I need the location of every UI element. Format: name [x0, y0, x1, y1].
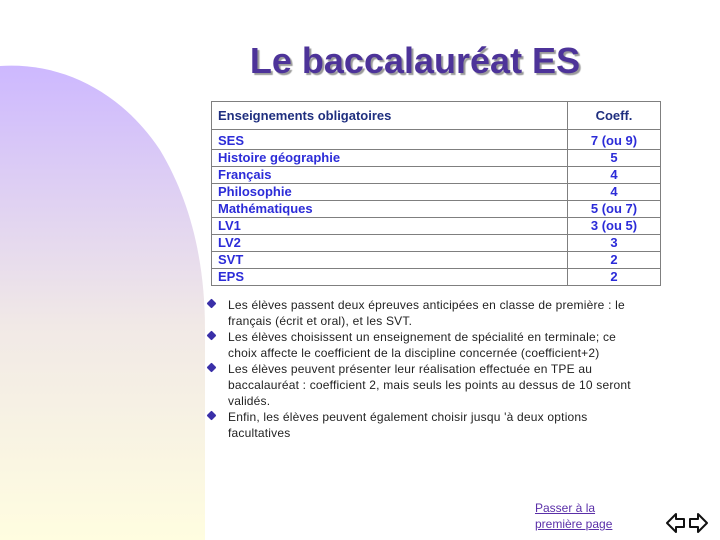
- coeff-cell: 5: [568, 150, 661, 167]
- diamond-bullet-icon: [207, 299, 217, 309]
- first-page-link[interactable]: Passer à la première page: [535, 501, 613, 531]
- diamond-bullet-icon: [207, 331, 217, 341]
- bullet-list: [208, 297, 638, 441]
- table-row: [212, 269, 661, 286]
- table-row: [212, 130, 661, 150]
- subject-cell: Philosophie: [212, 184, 568, 201]
- subjects-table: [211, 101, 661, 286]
- double-arrow-icon[interactable]: [665, 512, 709, 534]
- subject-cell: EPS: [212, 269, 568, 286]
- subject-cell: SVT: [212, 252, 568, 269]
- coeff-cell: 5 (ou 7): [568, 201, 661, 218]
- bullet-text: Les élèves peuvent présenter leur réalisation effectuée en TPE au baccalauréat : coefficient 2, mais seuls les points au dessus de 10 seront validés.: [228, 362, 631, 408]
- diamond-bullet-icon: [207, 363, 217, 373]
- bullet-text: Les élèves choisissent un enseignement de spécialité en terminale; ce choix affecte le coefficient de la discipline concernée (coefficient+2): [228, 330, 617, 360]
- table-row: [212, 235, 661, 252]
- subject-cell: Histoire géographie: [212, 150, 568, 167]
- coeff-cell: 4: [568, 184, 661, 201]
- table-row: [212, 150, 661, 167]
- subject-cell: LV1: [212, 218, 568, 235]
- coeff-cell: 7 (ou 9): [568, 130, 661, 150]
- bullet-text: Enfin, les élèves peuvent également choisir jusqu 'à deux options facultatives: [228, 410, 588, 440]
- list-item: [208, 297, 638, 329]
- coeff-cell: 3 (ou 5): [568, 218, 661, 235]
- subject-cell: SES: [212, 130, 568, 150]
- slide-title: Le baccalauréat ES: [249, 40, 581, 81]
- header-subject: Enseignements obligatoires: [212, 102, 568, 130]
- table-row: [212, 252, 661, 269]
- coeff-cell: 2: [568, 269, 661, 286]
- subject-cell: Français: [212, 167, 568, 184]
- header-coeff: Coeff.: [568, 102, 661, 130]
- coeff-cell: 3: [568, 235, 661, 252]
- diamond-bullet-icon: [207, 411, 217, 421]
- list-item: [208, 361, 638, 409]
- coeff-cell: 4: [568, 167, 661, 184]
- list-item: [208, 329, 638, 361]
- list-item: [208, 409, 638, 441]
- subject-cell: LV2: [212, 235, 568, 252]
- bullet-text: Les élèves passent deux épreuves anticipées en classe de première : le français (écrit et oral), et les SVT.: [228, 298, 625, 328]
- table-header-row: [212, 102, 661, 130]
- table-row: [212, 184, 661, 201]
- table-row: [212, 201, 661, 218]
- table-row: [212, 218, 661, 235]
- coeff-cell: 2: [568, 252, 661, 269]
- subject-cell: Mathématiques: [212, 201, 568, 218]
- table-row: [212, 167, 661, 184]
